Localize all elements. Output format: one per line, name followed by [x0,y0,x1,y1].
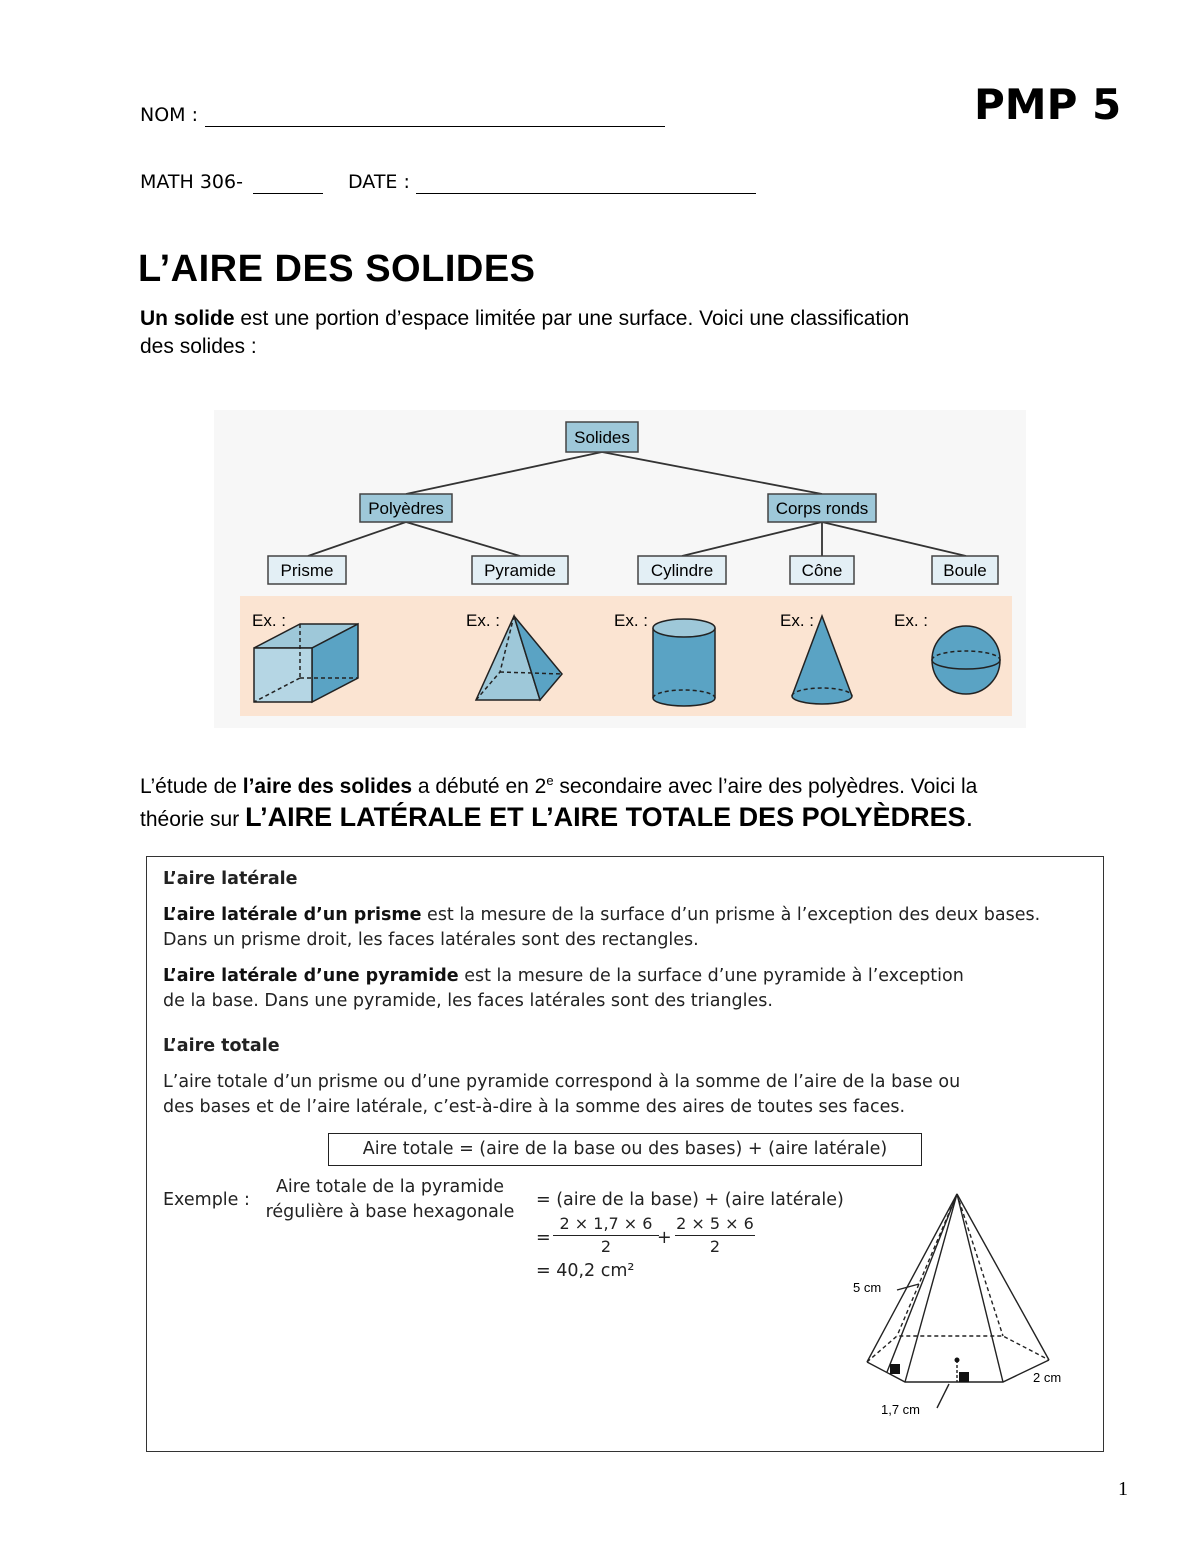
example-desc-line2: régulière à base hexagonale [265,1202,515,1222]
base-center-point [955,1358,960,1363]
study-text-2: a débuté en 2 [412,775,547,798]
intro-line1: est une portion d’espace limitée par une surface. Voici une classification [234,307,910,330]
p1-rest: est la mesure de la surface d’un prisme à l’exception des deux bases. [421,905,1041,925]
study-bold-1: l’aire des solides [242,775,413,798]
node-prisme [268,556,346,584]
fraction-1-numerator: 2 × 1,7 × 6 [553,1213,659,1236]
study-paragraph [140,766,1140,835]
right-angle-marker-2 [959,1372,969,1382]
study-text-3: secondaire avec l’aire des polyèdres. Voici la [553,775,978,798]
term-aire-laterale-prisme: L’aire latérale d’un prisme [163,905,422,925]
node-solides [566,422,638,452]
fraction-1-denominator: 2 [600,1237,612,1256]
p3-line2: des bases et de l’aire latérale, c’est-à-dire à la somme des aires de toutes ses faces. [163,1097,906,1117]
paragraph-aire-totale [163,1070,1093,1120]
node-solides-label: Solides [574,428,630,447]
example-label: Exemple : [163,1190,250,1210]
example-desc-line1: Aire totale de la pyramide [275,1177,505,1197]
intro-bold: Un solide [140,307,235,330]
course-label: MATH 306- [140,171,243,193]
p2-line2: de la base. Dans une pyramide, les faces latérales sont des triangles. [163,991,773,1011]
node-polyedres [360,494,452,522]
study-text-4: théorie sur [140,808,246,831]
equation-line-1: = (aire de la base) + (aire latérale) [536,1190,844,1210]
node-corps-ronds [768,494,876,522]
date-label: DATE : [348,171,410,193]
example-label-boule: Ex. : [894,611,929,630]
paragraph-pyramide [163,964,1093,1014]
heading-aire-laterale: L’aire latérale [163,869,298,889]
node-cone-label: Cône [801,561,843,580]
label-apothem: 1,7 cm [881,1402,921,1417]
document-code: PMP 5 [974,80,1122,129]
study-superscript: e [546,773,554,788]
name-field[interactable] [205,104,665,127]
p3-line1: L’aire totale d’un prisme ou d’une pyramide correspond à la somme de l’aire de la base ou [163,1072,961,1092]
intro-paragraph [140,305,1040,361]
node-boule [932,556,998,584]
formula-box: Aire totale = (aire de la base ou des bases) + (aire latérale) [328,1133,922,1166]
node-pyramide-label: Pyramide [484,561,556,580]
study-text-1: L’étude de [140,775,243,798]
node-cylindre [638,556,726,584]
paragraph-prisme [163,903,1093,953]
example-label-prisme: Ex. : [252,611,287,630]
classification-diagram [210,410,1030,730]
right-angle-marker-1 [890,1364,900,1374]
group-field[interactable] [253,171,323,194]
example-label-pyramide: Ex. : [466,611,501,630]
node-cylindre-label: Cylindre [650,561,714,580]
cylinder-shape [653,619,715,706]
p2-rest: est la mesure de la surface d’une pyramide à l’exception [458,966,964,986]
example-label-cone: Ex. : [780,611,815,630]
fraction-2 [675,1213,755,1258]
node-corps-ronds-label: Corps ronds [775,499,869,518]
study-period: . [965,802,974,832]
name-label: NOM : [140,104,199,126]
theory-box [146,856,1104,1452]
equation-equals: = [536,1228,551,1248]
node-polyedres-label: Polyèdres [368,499,444,518]
equation-plus: + [657,1228,672,1248]
fraction-1 [553,1213,659,1258]
label-slant-height: 5 cm [853,1280,882,1295]
intro-line2: des solides : [140,335,257,358]
term-aire-laterale-pyramide: L’aire latérale d’une pyramide [163,966,459,986]
node-cone [790,556,854,584]
fraction-2-numerator: 2 × 5 × 6 [675,1213,755,1236]
study-heading-inline: L’AIRE LATÉRALE ET L’AIRE TOTALE DES POLYÈDRES [245,802,966,832]
page-title: L’AIRE DES SOLIDES [138,248,536,290]
node-boule-label: Boule [943,561,987,580]
hexagonal-pyramid-figure [837,1182,1077,1422]
node-prisme-label: Prisme [280,561,334,580]
sphere-shape [932,626,1000,694]
heading-aire-totale: L’aire totale [163,1036,280,1056]
label-side-length: 2 cm [1033,1370,1062,1385]
example-description [255,1175,525,1225]
fraction-2-denominator: 2 [709,1237,721,1256]
equation-result: = 40,2 cm² [536,1261,635,1281]
example-label-cylindre: Ex. : [614,611,649,630]
page-number: 1 [1118,1478,1128,1500]
p1-line2: Dans un prisme droit, les faces latérales sont des rectangles. [163,930,699,950]
date-field[interactable] [416,171,756,194]
node-pyramide [472,556,568,584]
